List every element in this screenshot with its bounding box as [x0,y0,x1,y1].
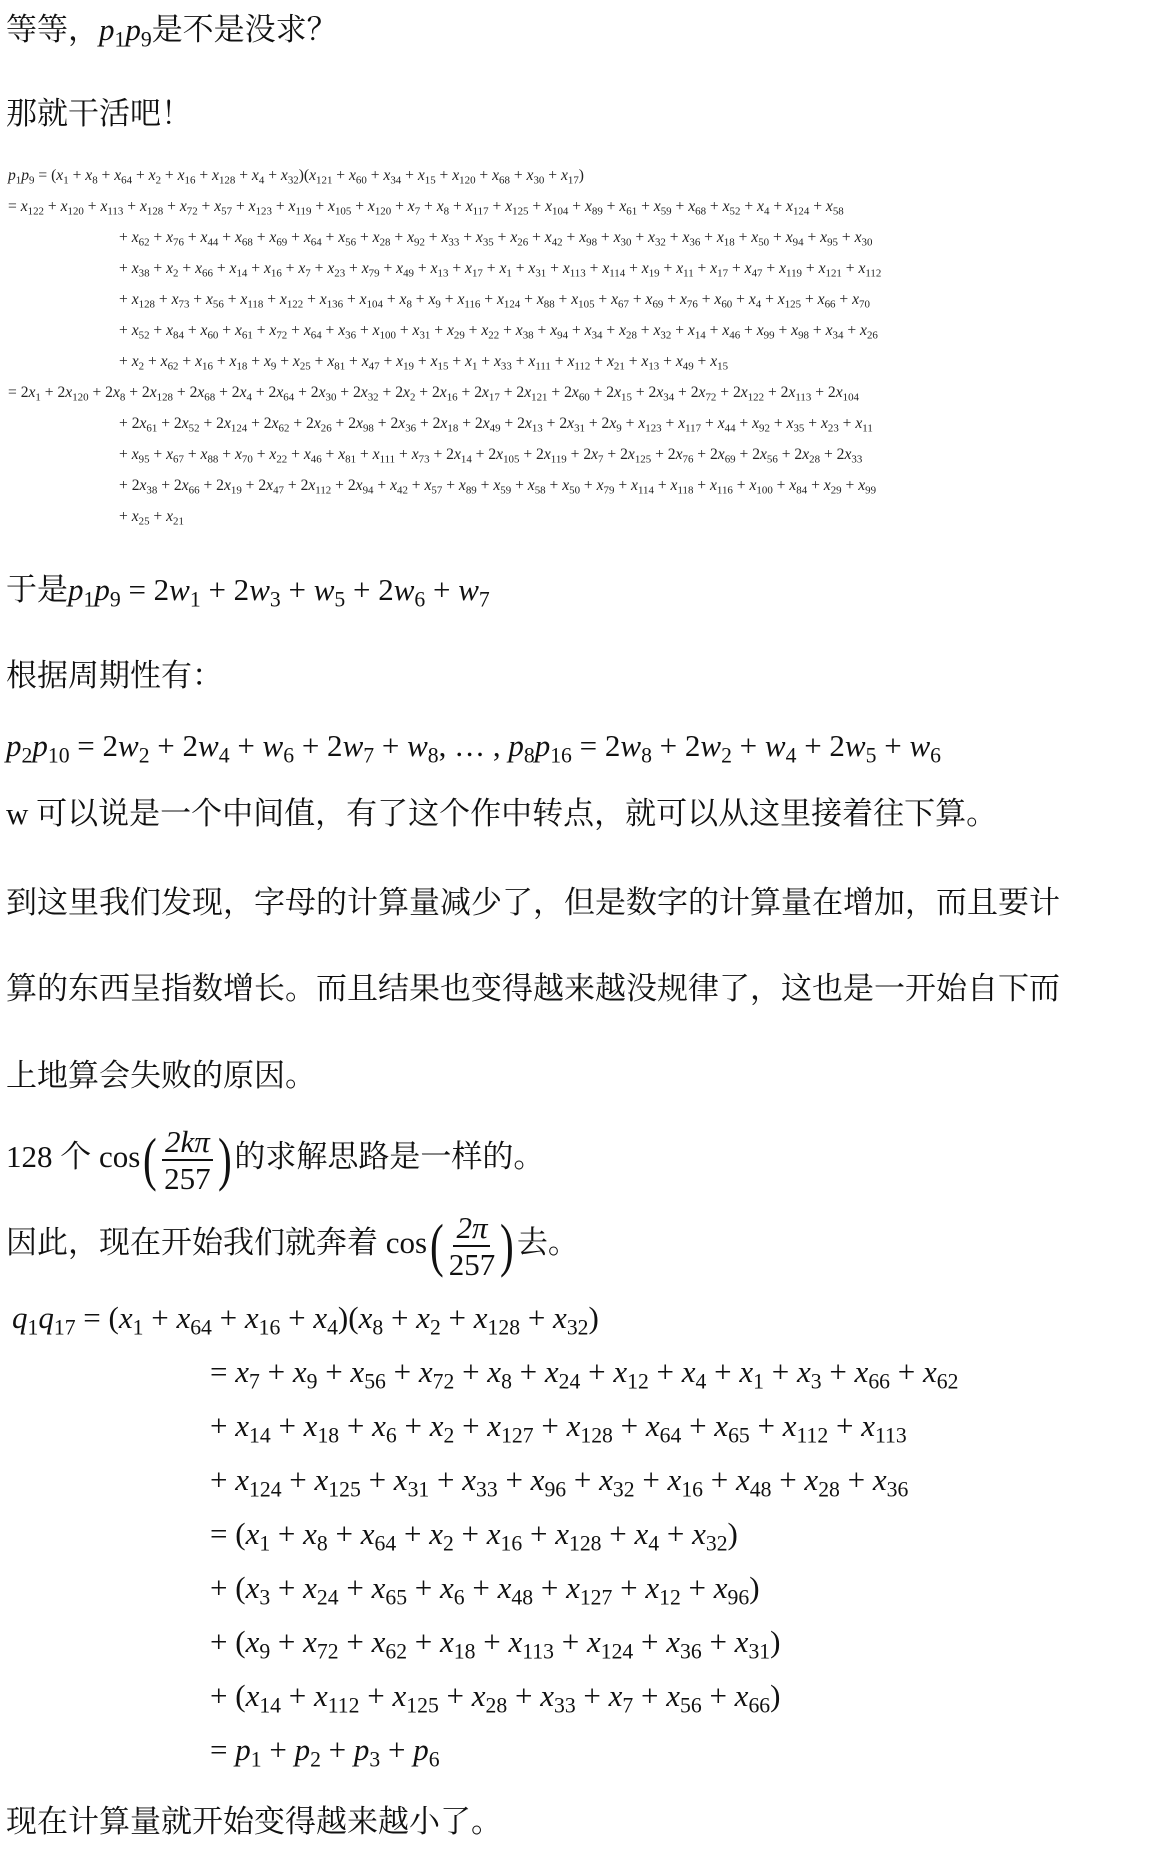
fraction: $\frac{2\pi}{257}$ [448,1210,496,1282]
equation-line: + $(x_3 + x_{24} + x_{65} + x_6 + x_{48} + x_{127} + x_{12} + x_{96})$ [210,1570,760,1610]
equation-line: = $(x_1 + x_8 + x_{64} + x_2 + x_{16} + x_{128} + x_4 + x_{32})$ [210,1516,738,1556]
equation-line: + $x_{62} + x_{76} + x_{44} + x_{68} + x_{69} + x_{64} + x_{56} + x_{28} + x_{92} + x_{33} + x_{35} + x_{26} + x_{42} + x_{98} + x_{30} + x_{32} + x_{36} + x_{18} + x_{50} + x_{94} + x_{95} + x_{30}$ [119,229,873,249]
result-equation: 于是$p_1p_9 = 2w_1 + 2w_3 + w_5 + 2w_6 + w_7$ [6,572,490,612]
cos-suffix: 的求解思路是一样的。 [234,1139,545,1175]
equation-line: + $x_{124} + x_{125} + x_{31} + x_{33} + x_{96} + x_{32} + x_{16} + x_{48} + x_{28} + x_{36}$ [210,1462,909,1502]
cos-target-line: 因此，现在开始我们就奔着 cos( $\frac{2\pi}{257}$ )去。 [6,1210,579,1282]
equation-line: + $2x_{61} + 2x_{52} + 2x_{124} + 2x_{62} + 2x_{26} + 2x_{98} + 2x_{36} + 2x_{18} + 2x_{49} + 2x_{13} + 2x_{31} + 2x_9 + x_{123} + x_{117} + x_{44} + x_{92} + x_{35} + x_{23} + x_{11}$ [119,415,873,435]
equation-line: + $x_2 + x_{62} + x_{16} + x_{18} + x_9 + x_{25} + x_{81} + x_{47} + x_{19} + x_{15} + x_1 + x_{33} + x_{111} + x_{112} + x_{21} + x_{13} + x_{49} + x_{15}$ [119,353,729,373]
equation-line: = $x_{122} + x_{120} + x_{113} + x_{128} + x_{72} + x_{57} + x_{123} + x_{119} + x_{105} + x_{120} + x_7 + x_8 + x_{117} + x_{125} + x_{104} + x_{89} + x_{61} + x_{59} + x_{68} + x_{52} + x_4 + x_{124} + x_{58}$ [8,198,844,218]
equation-line: + $x_{52} + x_{84} + x_{60} + x_{61} + x_{72} + x_{64} + x_{36} + x_{100} + x_{31} + x_{29} + x_{22} + x_{38} + x_{94} + x_{34} + x_{28} + x_{32} + x_{14} + x_{46} + x_{99} + x_{98} + x_{34} + x_{26}$ [119,322,878,342]
periodic-label: 根据周期性有： [6,658,223,693]
intro-question: 等等，$p_1p_9$是不是没求？ [6,12,338,52]
cos-prefix: 因此，现在开始我们就奔着 cos [6,1225,428,1261]
equation-line: $q_1q_{17} = (x_1 + x_{64} + x_{16} + x_4)(x_8 + x_2 + x_{128} + x_{32})$ [12,1300,599,1340]
equation-line: = $2x_1 + 2x_{120} + 2x_8 + 2x_{128} + 2x_{68} + 2x_4 + 2x_{64} + 2x_{30} + 2x_{32} + 2x_2 + 2x_{16} + 2x_{17} + 2x_{121} + 2x_{60} + 2x_{15} + 2x_{34} + 2x_{72} + 2x_{122} + 2x_{113} + 2x_{104}$ [8,384,859,404]
paragraph-line: 到这里我们发现，字母的计算量减少了，但是数字的计算量在增加，而且要计 [6,885,1060,920]
equation-line: + $x_{95} + x_{67} + x_{88} + x_{70} + x_{22} + x_{46} + x_{81} + x_{111} + x_{73} + 2x_{14} + 2x_{105} + 2x_{119} + 2x_7 + 2x_{125} + 2x_{76} + 2x_{69} + 2x_{56} + 2x_{28} + 2x_{33}$ [119,446,863,466]
periodic-equation: $p_2p_{10} = 2w_2 + 2w_4 + w_6 + 2w_7 + w_8$, … , $p_8p_{16} = 2w_8 + 2w_2 + w_4 + 2w_5 + w_6$ [6,728,941,768]
paragraph-line: 上地算会失败的原因。 [6,1058,316,1093]
fraction: $\frac{2k\pi}{257}$ [162,1126,213,1194]
cos-prefix: 128 个 cos [6,1139,141,1175]
cos-suffix: 去。 [516,1225,579,1261]
equation-line: + $(x_{14} + x_{112} + x_{125} + x_{28} + x_{33} + x_7 + x_{56} + x_{66})$ [210,1678,781,1718]
equation-line: + $x_{14} + x_{18} + x_6 + x_2 + x_{127} + x_{128} + x_{64} + x_{65} + x_{112} + x_{113}$ [210,1408,907,1448]
equation-line: = $p_1 + p_2 + p_3 + p_6$ [210,1732,440,1772]
paragraph-line: 算的东西呈指数增长。而且结果也变得越来越没规律了，这也是一开始自下而 [6,971,1060,1006]
equation-line: = $x_7 + x_9 + x_{56} + x_{72} + x_8 + x_{24} + x_{12} + x_4 + x_1 + x_3 + x_{66} + x_{62}$ [210,1354,959,1394]
cos-general-line: 128 个 cos( $\frac{2k\pi}{257}$ )的求解思路是一样的。 [6,1124,545,1196]
equation-line: $p_1p_9 = (x_1 + x_8 + x_{64} + x_2 + x_{16} + x_{128} + x_4 + x_{32})(x_{121} + x_{60} + x_{34} + x_{15} + x_{120} + x_{68} + x_{30} + x_{17})$ [8,167,584,187]
equation-line: + $(x_9 + x_{72} + x_{62} + x_{18} + x_{113} + x_{124} + x_{36} + x_{31})$ [210,1624,781,1664]
closing-line: 现在计算量就开始变得越来越小了。 [6,1804,502,1839]
equation-line: + $2x_{38} + 2x_{66} + 2x_{19} + 2x_{47} + 2x_{112} + 2x_{94} + x_{42} + x_{57} + x_{89} + x_{59} + x_{58} + x_{50} + x_{79} + x_{114} + x_{118} + x_{116} + x_{100} + x_{84} + x_{29} + x_{99}$ [119,477,877,497]
equation-line: + $x_{38} + x_2 + x_{66} + x_{14} + x_{16} + x_7 + x_{23} + x_{79} + x_{49} + x_{13} + x_{17} + x_1 + x_{31} + x_{113} + x_{114} + x_{19} + x_{11} + x_{17} + x_{47} + x_{119} + x_{121} + x_{112}$ [119,260,882,280]
intro-start: 那就干活吧！ [6,96,192,131]
equation-line: + $x_{128} + x_{73} + x_{56} + x_{118} + x_{122} + x_{136} + x_{104} + x_8 + x_9 + x_{116} + x_{124} + x_{88} + x_{105} + x_{67} + x_{69} + x_{76} + x_{60} + x_4 + x_{125} + x_{66} + x_{70}$ [119,291,870,311]
equation-line: + $x_{25} + x_{21}$ [119,508,184,528]
paragraph-line: w 可以说是一个中间值，有了这个作中转点，就可以从这里接着往下算。 [6,796,998,831]
